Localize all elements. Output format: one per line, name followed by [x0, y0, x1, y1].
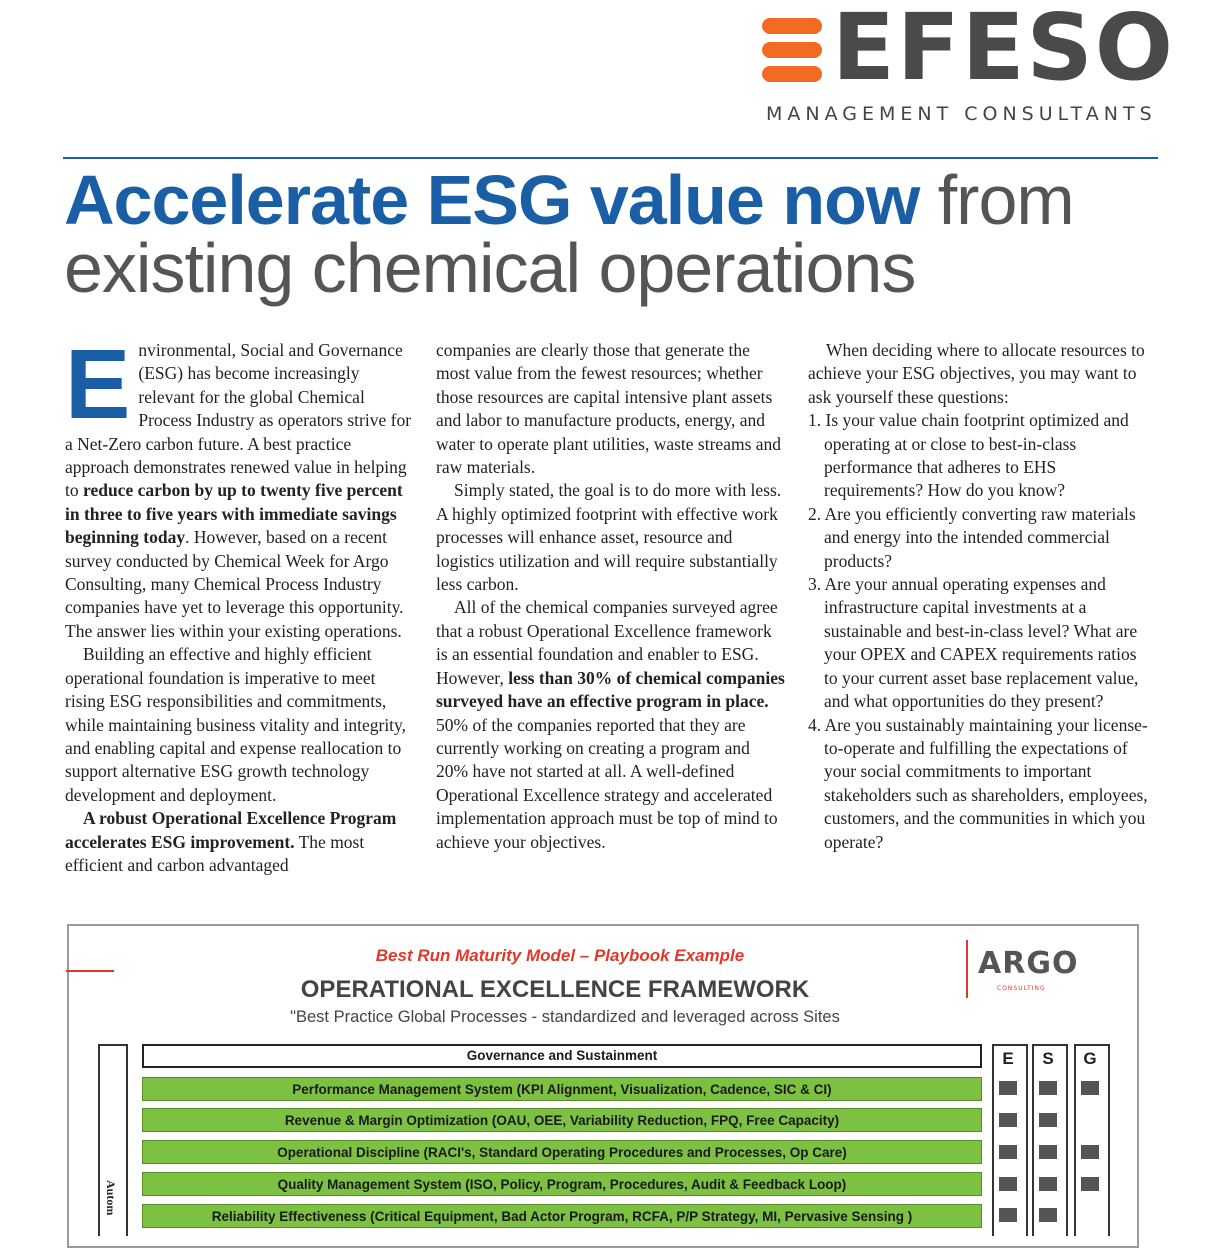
- col2-paragraph-2: Simply stated, the goal is to do more with less. A highly optimized footprint with effective work processes will enhance asset, resource and logistics utilization and will require substantially less carbon.: [436, 480, 782, 595]
- esg-indicator-e: [999, 1113, 1017, 1127]
- governance-bar: Governance and Sustainment: [142, 1044, 982, 1068]
- esg-indicator-e: [999, 1208, 1017, 1222]
- framework-bar: Operational Discipline (RACI's, Standard Operating Procedures and Processes, Op Care): [142, 1140, 982, 1164]
- col2-p3-text-a: All of the chemical companies surveyed agree that a robust Operational Excellence framework is an essential foundation and enabler to ESG. However,: [436, 597, 778, 688]
- esg-indicator-e: [999, 1177, 1017, 1191]
- esg-indicator-e: [999, 1081, 1017, 1095]
- esg-header-g: G: [1083, 1049, 1097, 1068]
- question-4: 4. Are you sustainably maintaining your license-to-operate and fulfilling the expectations of your social commitments to important stakeholders such as shareholders, employees, customers, and the communities in which you operate?: [808, 714, 1148, 852]
- efeso-logo-mark: [762, 18, 822, 90]
- figure-kicker: Best Run Maturity Model – Playbook Example: [375, 946, 745, 965]
- col1-paragraph-2: Building an effective and highly efficient operational foundation is imperative to meet rising ESG responsibilities and commitments, while maintaining business vitality and integrity, and enabling capital and expense reallocation to support alternative ESG growth technology development and deployment.: [65, 644, 407, 805]
- framework-bar: Quality Management System (ISO, Policy, Program, Procedures, Audit & Feedback Loop): [142, 1172, 982, 1196]
- figure-subtitle: "Best Practice Global Processes - standardized and leveraged across Sites: [290, 1008, 840, 1026]
- figure-accent-line: [66, 970, 114, 972]
- argo-logo: ARGO: [978, 946, 1079, 981]
- title-line-2: existing chemical operations: [64, 229, 916, 307]
- esg-indicator-s: [1039, 1177, 1057, 1191]
- esg-indicator-g: [1081, 1081, 1099, 1095]
- article-column-2: [436, 339, 786, 854]
- esg-column-g: [1074, 1044, 1110, 1236]
- col2-paragraph-1: companies are clearly those that generate the most value from the fewest resources; whether those resources are capital intensive plant assets and labor to manufacture products, energy, and water to operate plant utilities, waste streams and raw materials.: [436, 340, 782, 478]
- efeso-logo-word: EFESO: [832, 0, 1176, 101]
- esg-indicator-e: [999, 1145, 1017, 1159]
- drop-cap: E: [65, 329, 131, 439]
- header-divider: [63, 157, 1158, 159]
- col1-p3-bold: A robust Operational Excellence Program accelerates ESG improvement.: [65, 808, 397, 852]
- title-part-2: now: [782, 161, 920, 239]
- framework-bar: Performance Management System (KPI Alignment, Visualization, Cadence, SIC & CI): [142, 1077, 982, 1101]
- article-column-3: [808, 339, 1153, 854]
- esg-indicator-s: [1039, 1208, 1057, 1222]
- esg-header-e: E: [1002, 1049, 1014, 1068]
- framework-bar: Revenue & Margin Optimization (OAU, OEE, Variability Reduction, FPQ, Free Capacity): [142, 1108, 982, 1132]
- question-2: 2. Are you efficiently converting raw materials and energy into the intended commercial products?: [808, 503, 1136, 571]
- esg-indicator-g: [1081, 1177, 1099, 1191]
- article-column-1: [65, 329, 412, 877]
- esg-indicator-s: [1039, 1145, 1057, 1159]
- col1-p1-text-a: nvironmental, Social and Governance (ESG) has become increasingly relevant for the global Chemical Process Industry as operators strive for a Net-Zero carbon future. A best practice approach demonstrates renewed value in helping to: [65, 340, 412, 501]
- col1-paragraph-3: [65, 807, 412, 877]
- framework-bar: Reliability Effectiveness (Critical Equipment, Bad Actor Program, RCFA, P/P Strategy, MI, Pervasive Sensing ): [142, 1204, 982, 1228]
- esg-indicator-g: [1081, 1145, 1099, 1159]
- title-part-1: Accelerate ESG value: [64, 161, 783, 239]
- esg-indicator-s: [1039, 1081, 1057, 1095]
- esg-indicator-s: [1039, 1113, 1057, 1127]
- argo-logo-subtitle: CONSULTING: [997, 985, 1046, 992]
- col1-p1-bold: reduce carbon by up to twenty five percent in three to five years with immediate savings beginning today: [65, 480, 403, 548]
- figure-title: OPERATIONAL EXCELLENCE FRAMEWORK: [300, 976, 810, 1003]
- efeso-logo-subtitle: MANAGEMENT CONSULTANTS: [766, 103, 1157, 125]
- col1-paragraph-1: [65, 329, 412, 643]
- col3-intro: When deciding where to allocate resources to achieve your ESG objectives, you may want to ask yourself these questions:: [808, 340, 1145, 407]
- col1-p1-text-c: . However, based on a recent survey conducted by Chemical Week for Argo Consulting, many Chemical Process Industry companies have yet to leverage this opportunity. The answer lies within your existing operations.: [65, 527, 404, 641]
- question-3: 3. Are your annual operating expenses and infrastructure capital investments at a sustainable and best-in-class level? What are your OPEX and CAPEX requirements ratios to your current asset base replacement value, and what opportunities do they present?: [808, 574, 1139, 712]
- question-1: 1. Is your value chain footprint optimized and operating at or close to best-in-class performance that adheres to EHS requirements? How do you know?: [808, 410, 1129, 501]
- esg-header-s: S: [1042, 1049, 1054, 1068]
- col2-p3-text-c: 50% of the companies reported that they are currently working on creating a program and 20% have not started at all. A well-defined Operational Excellence strategy and accelerated implementation approach must be top of mind to achieve your objectives.: [436, 714, 778, 852]
- questions-list: [808, 409, 1153, 854]
- col2-paragraph-3: [436, 596, 786, 853]
- argo-divider: [966, 940, 968, 998]
- title-part-3: from: [919, 161, 1074, 239]
- col1-p3-text: The most efficient and carbon advantaged: [65, 831, 365, 875]
- automation-pillar-label: Autom: [104, 1180, 118, 1216]
- col2-p3-bold: less than 30% of chemical companies surveyed have an effective program in place.: [436, 667, 785, 712]
- page-title: [64, 161, 1074, 307]
